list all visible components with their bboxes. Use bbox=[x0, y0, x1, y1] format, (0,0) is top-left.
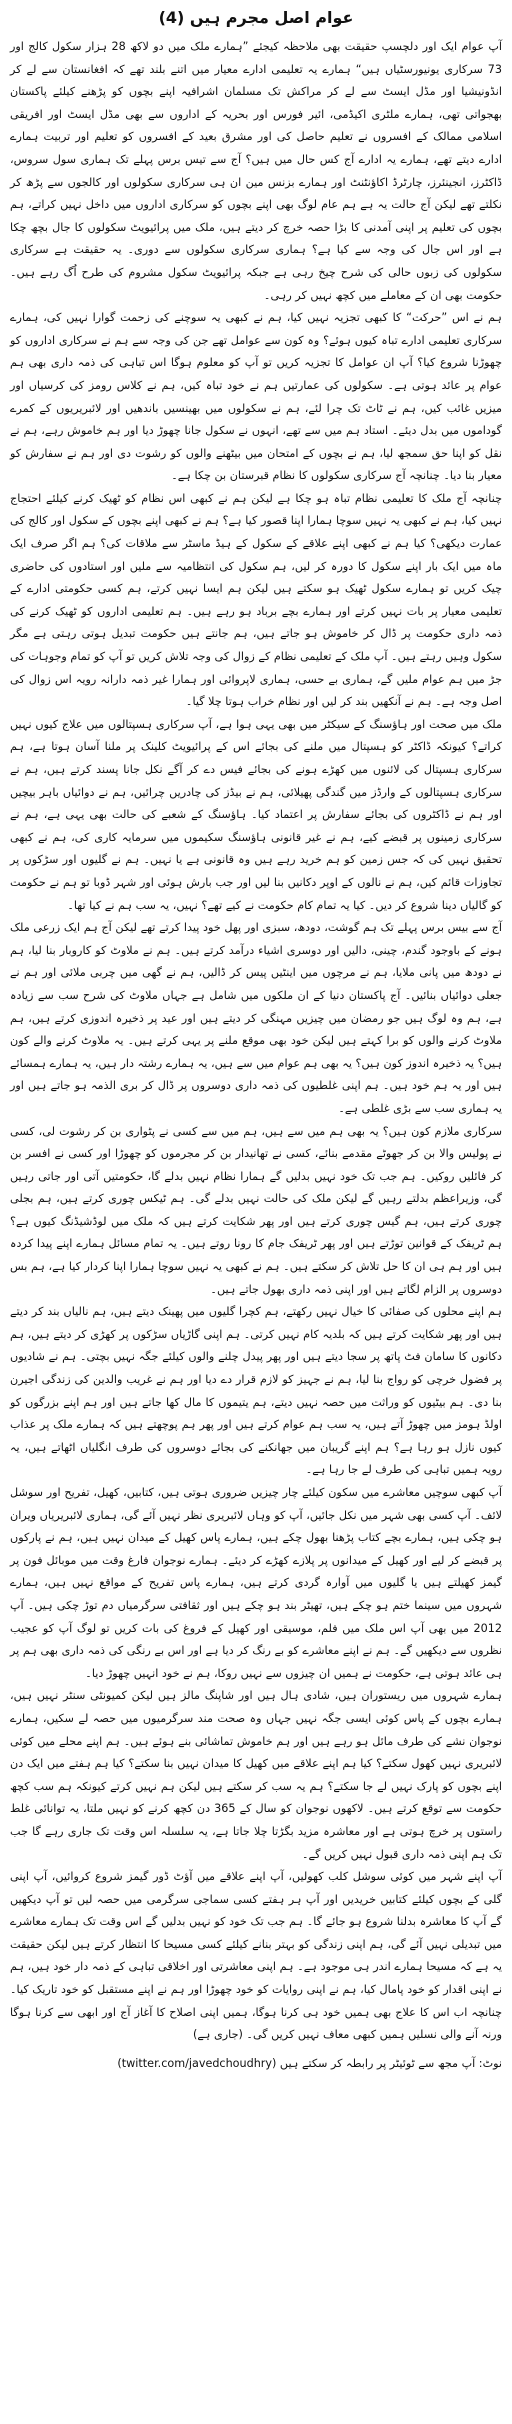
paragraph: آپ کبھی سوچیں معاشرے میں سکون کیلئے چار چیزیں ضروری ہوتی ہیں، کتابیں، کھیل، تفریح اور سوشل لائف۔ آپ کسی بھی شہر میں نکل جائیں، آپ کو وہاں لائبریری نظر نہیں آئے گی، ہماری لائبریریاں ویران ہو چکی ہیں، ہمارے بچے کتاب پڑھنا بھول چکے ہیں، ہمارے پاس کھیل کے میدان نہیں ہیں، ہم نے پارکوں پر قبضے کر لیے اور کھیل کے میدانوں پر پلازے کھڑے کر دیئے۔ ہمارے نوجوان فارغ وقت میں موبائل فون پر گیمز کھیلتے ہیں یا گلیوں میں آوارہ گردی کرتے ہیں، ہمارے پاس تفریح کے مواقع نہیں ہیں، ہمارے شہروں میں سینما ختم ہو چکے ہیں، تھیٹر بند ہو چکے ہیں اور ثقافتی سرگرمیاں دم توڑ چکی ہیں۔ آپ 2012 میں بھی آپ اس ملک میں فلم، موسیقی اور کھیل کے فروغ کی بات کریں تو لوگ آپ کو عجیب نظروں سے دیکھیں گے۔ ہم نے اپنے معاشرے کو بے رنگ کر دیا ہے اور اس بے رنگی کی ذمہ داری بھی ہم پر ہی عائد ہوتی ہے، حکومت نے ہمیں ان چیزوں سے نہیں روکا، ہم نے خود انہیں چھوڑ دیا۔ bbox=[10, 1486, 502, 1680]
article-body bbox=[10, 36, 502, 2047]
paragraph: سرکاری ملازم کون ہیں؟ یہ بھی ہم میں سے ہیں، ہم میں سے کسی نے پٹواری بن کر رشوت لی، کسی نے پولیس والا بن کر جھوٹے مقدمے بنائے، کسی نے تھانیدار بن کر مجرموں کو چھوڑا اور کسی نے افسر بن کر فائلیں روکیں۔ ہم جب تک خود نہیں بدلیں گے ہمارا نظام نہیں بدلے گا، حکومتیں آتی اور جاتی رہیں گی، وزیراعظم بدلتے رہیں گے لیکن ملک کی حالت نہیں بدلے گی۔ ہم ٹیکس چوری کرتے ہیں، ہم بجلی چوری کرتے ہیں، ہم گیس چوری کرتے ہیں اور پھر شکایت کرتے ہیں کہ ملک میں لوڈشیڈنگ کیوں ہے؟ ہم ٹریفک کے قوانین توڑتے ہیں اور پھر ٹریفک جام کا رونا روتے ہیں۔ یہ تمام مسائل ہمارے اپنے پیدا کردہ ہیں اور ہم ہی ان کا حل تلاش کر سکتے ہیں۔ ہم نے کبھی یہ نہیں سوچا ہمارا اپنا کردار کیا ہے، ہم بس دوسروں پر الزام لگاتے ہیں اور اپنی ذمہ داری بھول جاتے ہیں۔ bbox=[10, 1124, 502, 1296]
paragraph: ملک میں صحت اور ہاؤسنگ کے سیکٹر میں بھی یہی ہوا ہے، آپ سرکاری ہسپتالوں میں علاج کیوں نہیں کراتے؟ کیونکہ ڈاکٹر کو ہسپتال میں ملنے کی بجائے اس کے پرائیویٹ کلینک پر ملنا آسان ہوتا ہے، ہم سرکاری ہسپتال کی لائنوں میں کھڑے ہونے کی بجائے فیس دے کر آگے نکل جانا پسند کرتے ہیں، ہم نے سرکاری ہسپتالوں کے وارڈز میں گندگی پھیلائی، ہم نے بیڈز کی چادریں چرائیں، ہم نے دوائیاں باہر بیچیں اور ہم نے ڈاکٹروں کی بجائے سفارش پر اعتماد کیا۔ ہاؤسنگ کے شعبے کی حالت بھی یہی ہے، ہم نے سرکاری زمینوں پر قبضے کیے، ہم نے غیر قانونی ہاؤسنگ سکیموں میں سرمایہ کاری کی، ہم نے کبھی تحقیق نہیں کی کہ جس زمین کو ہم خرید رہے ہیں وہ قانونی ہے یا نہیں۔ ہم نے گلیوں اور سڑکوں پر تجاوزات قائم کیں، ہم نے نالوں کے اوپر دکانیں بنا لیں اور جب بارش ہوئی اور شہر ڈوبا تو ہم نے حکومت کو گالیاں دینا شروع کر دیں۔ کیا یہ تمام کام حکومت نے کیے تھے؟ نہیں، یہ سب ہم نے کیا تھا۔ bbox=[10, 717, 502, 912]
paragraph: ہمارے شہروں میں ریستوران ہیں، شادی ہال ہیں اور شاپنگ مالز ہیں لیکن کمیونٹی سنٹر نہیں ہیں، ہمارے بچوں کے پاس کوئی ایسی جگہ نہیں جہاں وہ صحت مند سرگرمیوں میں حصہ لے سکیں، ہمارے نوجوان نشے کی طرف مائل ہو رہے ہیں اور ہم خاموش تماشائی بنے ہوئے ہیں۔ ہم اپنے محلے میں کوئی لائبریری نہیں کھول سکتے؟ کیا ہم اپنے علاقے میں کھیل کا میدان نہیں بنا سکتے؟ کیا ہم ہفتے میں ایک دن اپنے بچوں کو پارک نہیں لے جا سکتے؟ ہم یہ سب کر سکتے ہیں لیکن ہم نہیں کرتے کیونکہ ہم سب کچھ حکومت سے توقع کرتے ہیں۔ لاکھوں نوجوان کو سال کے 365 دن کچھ کرنے کو نہیں ملتا، یہ توانائی غلط راستوں پر خرچ ہوتی ہے اور معاشرہ مزید بگڑتا چلا جاتا ہے، یہ سلسلہ اس وقت تک جاری رہے گا جب تک ہم اپنی ذمہ داری قبول نہیں کریں گے۔ bbox=[10, 1689, 502, 1861]
twitter-note: نوٹ: آپ مجھ سے ٹوئیٹر پر رابطہ کر سکتے ہیں (twitter.com/javedchoudhry) bbox=[117, 2056, 502, 2070]
paragraph: آپ عوام ایک اور دلچسپ حقیقت بھی ملاحظہ کیجئے ”ہمارے ملک میں دو لاکھ 28 ہزار سکول کالج اور 73 سرکاری یونیورسٹیاں ہیں“ ہمارے یہ تعلیمی ادارے معیار میں اتنے بلند تھے کہ افغانستان سے لے کر انڈونیشیا اور مڈل ایسٹ سے لے کر مراکش تک مسلمان اشرافیہ اپنے بچوں کو پڑھنے کیلئے پاکستان بھجواتی تھی، ہمارے ملٹری اکیڈمی، ائیر فورس اور بحریہ کے اداروں سے بھی مڈل ایسٹ اور افریقی اسلامی ممالک کے افسروں نے تعلیم حاصل کی اور مشرق بعید کے افسروں کو تعلیم اور تربیت ہمارے ادارے دیتے تھے، ہمارے یہ ادارے آج کس حال میں ہیں؟ آج سے تیس برس پہلے تک ہماری سول سروس، ڈاکٹرز، انجینئرز، چارٹرڈ اکاؤنٹنٹ اور ہمارے بزنس مین ان ہی سرکاری سکولوں اور کالجوں سے پڑھ کر نکلتے تھے لیکن آج حالت یہ ہے ہم عام لوگ بھی اپنے بچوں کو سرکاری اداروں میں داخل نہیں کراتے، ہم بچوں کی تعلیم پر اپنی آمدنی کا بڑا حصہ خرچ کر دیتے ہیں، ملک میں پرائیویٹ سکولوں کا جال بچھ چکا ہے اور اس جال کی وجہ سے کیا ہے؟ ہماری سرکاری سکولوں سے دوری۔ یہ حقیقت ہے سرکاری سکولوں کی زبوں حالی کی شرح چیخ رہی ہے جبکہ پرائیویٹ سکول مشروم کی طرح اُگ رہے ہیں۔ حکومت بھی ان کے معاملے میں کچھ نہیں کر رہی۔ bbox=[10, 40, 502, 302]
article-title: عوام اصل مجرم ہیں (4) bbox=[158, 8, 354, 27]
paragraph: ہم اپنے محلوں کی صفائی کا خیال نہیں رکھتے، ہم کچرا گلیوں میں پھینک دیتے ہیں، ہم نالیاں بند کر دیتے ہیں اور پھر شکایت کرتے ہیں کہ بلدیہ کام نہیں کرتی۔ ہم اپنی گاڑیاں سڑکوں پر کھڑی کر دیتے ہیں، ہم دکانوں کا سامان فٹ پاتھ پر سجا دیتے ہیں اور پھر پیدل چلنے والوں کیلئے جگہ نہیں بچتی۔ ہم نے شادیوں پر فضول خرچی کو رواج بنا لیا، ہم نے جہیز کو لازم قرار دے دیا اور ہم نے غریب والدین کی زندگی اجیرن بنا دی۔ ہم بیٹیوں کو وراثت میں حصہ نہیں دیتے، ہم یتیموں کا مال کھا جاتے ہیں اور ہم اپنے بزرگوں کو اولڈ ہومز میں چھوڑ آتے ہیں، یہ سب ہم عوام کرتے ہیں اور پھر ہم پوچھتے ہیں کہ ہمارے ملک پر عذاب کیوں نازل ہو رہا ہے؟ ہم اپنے گریبان میں جھانکنے کی بجائے دوسروں کی طرف انگلیاں اٹھاتے ہیں، یہ رویہ ہمیں تباہی کی طرف لے جا رہا ہے۔ bbox=[10, 1305, 502, 1477]
paragraph: آپ اپنے شہر میں کوئی سوشل کلب کھولیں، آپ اپنے علاقے میں آؤٹ ڈور گیمز شروع کروائیں، آپ اپنی گلی کے بچوں کیلئے کتابیں خریدیں اور آپ ہر ہفتے کسی سماجی سرگرمی میں حصہ لیں تو آپ دیکھیں گے آپ کا معاشرہ بدلنا شروع ہو جائے گا۔ ہم جب تک خود کو نہیں بدلیں گے اس وقت تک ہمارے معاشرے میں تبدیلی نہیں آئے گی، ہم اپنی زندگی کو بہتر بنانے کیلئے کسی مسیحا کا انتظار کرتے ہیں لیکن حقیقت یہ ہے کہ مسیحا ہمارے اندر ہی موجود ہے۔ ہم اپنی معاشرتی اور اخلاقی تباہی کے ذمہ دار خود ہیں، ہم نے اپنی اقدار کو خود پامال کیا، ہم نے اپنی روایات کو خود چھوڑا اور ہم نے اپنے مستقبل کو خود تاریک کیا۔ چنانچہ اب اس کا علاج بھی ہمیں خود ہی کرنا ہوگا، ہمیں اپنی اصلاح کا آغاز آج اور ابھی سے کرنا ہوگا ورنہ آنے والی نسلیں ہمیں کبھی معاف نہیں کریں گی۔ (جاری ہے) bbox=[10, 1870, 502, 2042]
paragraph: آج سے بیس برس پہلے تک ہم گوشت، دودھ، سبزی اور پھل خود پیدا کرتے تھے لیکن آج ہم ایک زرعی ملک ہونے کے باوجود گندم، چینی، دالیں اور دوسری اشیاء درآمد کرتے ہیں۔ ہم نے ملاوٹ کو کاروبار بنا لیا، ہم نے دودھ میں پانی ملایا، ہم نے مرچوں میں اینٹیں پیس کر ڈالیں، ہم نے گھی میں چربی ملائی اور ہم نے جعلی دوائیاں بنائیں۔ آج پاکستان دنیا کے ان ملکوں میں شامل ہے جہاں ملاوٹ کی شرح سب سے زیادہ ہے، ہم وہ لوگ ہیں جو رمضان میں چیزیں مہنگی کر دیتے ہیں اور عید پر ذخیرہ اندوزی کرتے ہیں، ہم ملاوٹ کرنے والوں کو برا کہتے ہیں لیکن خود بھی موقع ملنے پر یہی کرتے ہیں۔ یہ ملاوٹ کرنے والے کون ہیں؟ یہ ذخیرہ اندوز کون ہیں؟ یہ بھی ہم عوام میں سے ہیں، یہ ہمارے رشتہ دار ہیں، یہ ہمارے ہمسائے ہیں اور یہ ہم خود ہیں۔ ہم اپنی غلطیوں کی ذمہ داری دوسروں پر ڈال کر بری الذمہ ہو جاتے ہیں اور یہ ہماری سب سے بڑی غلطی ہے۔ bbox=[10, 921, 502, 1115]
paragraph: ہم نے اس ”حرکت“ کا کبھی تجزیہ نہیں کیا، ہم نے کبھی یہ سوچنے کی زحمت گوارا نہیں کی، ہمارے سرکاری تعلیمی ادارے تباہ کیوں ہوئے؟ وہ کون سے عوامل تھے جن کی وجہ سے ہم نے سرکاری اداروں کو چھوڑنا شروع کیا؟ آپ ان عوامل کا تجزیہ کریں تو آپ کو معلوم ہوگا اس تباہی کی ذمہ داری بھی ہم عوام پر عائد ہوتی ہے۔ سکولوں کی عمارتیں ہم نے خود تباہ کیں، ہم نے کلاس رومز کی کرسیاں اور میزیں غائب کیں، ہم نے ٹاٹ تک چرا لئے، ہم نے سکولوں میں بھینسیں باندھیں اور لائبریریوں کے کمرے گوداموں میں بدل دیئے۔ استاد ہم میں سے تھے، انہوں نے سکول جانا چھوڑ دیا اور ہم خاموش رہے، ہم نے نقل کو اپنا حق سمجھ لیا، ہم نے بچوں کے امتحان میں بیٹھنے والوں کو رشوت دی اور ہم نے سفارش کو معیار بنا دیا۔ چنانچہ آج سرکاری سکولوں کا نظام قبرستان بن چکا ہے۔ bbox=[10, 311, 502, 483]
paragraph: چنانچہ آج ملک کا تعلیمی نظام تباہ ہو چکا ہے لیکن ہم نے کبھی اس نظام کو ٹھیک کرنے کیلئے احتجاج نہیں کیا، ہم نے کبھی یہ نہیں سوچا ہمارا اپنا قصور کیا ہے؟ ہم نے کبھی اپنے بچوں کے سکول اور کالج کی عمارت دیکھی؟ کیا ہم نے کبھی اپنے علاقے کے سکول کے ہیڈ ماسٹر سے ملاقات کی؟ ہم اگر صرف ایک ماہ میں ایک بار اپنے سکول کا دورہ کر لیں، ہم سکول کی انتظامیہ سے ملیں اور استادوں کی حاضری چیک کریں تو ہمارے سکول ٹھیک ہو سکتے ہیں لیکن ہم ایسا نہیں کرتے، ہم کسی حکومتی ادارے کے تعلیمی معیار پر بات نہیں کرتے اور ہمارے بچے برباد ہو رہے ہیں۔ ہم تعلیمی اداروں کو ٹھیک کرنے کی ذمہ داری حکومت پر ڈال کر خاموش ہو جاتے ہیں، ہم جانتے ہیں حکومت تبدیل ہوتی رہتی ہے مگر سکول وہیں رہتے ہیں۔ آپ ملک کے تعلیمی نظام کے زوال کی وجہ تلاش کریں تو آپ کو تمام وجوہات کی جڑ میں ہم عوام ملیں گے، ہماری بے حسی، ہماری لاپروائی اور ہمارا غیر ذمہ دارانہ رویہ اس زوال کی اصل وجہ ہے۔ ہم نے آنکھیں بند کر لیں اور نظام خراب ہوتا چلا گیا۔ bbox=[10, 491, 502, 709]
